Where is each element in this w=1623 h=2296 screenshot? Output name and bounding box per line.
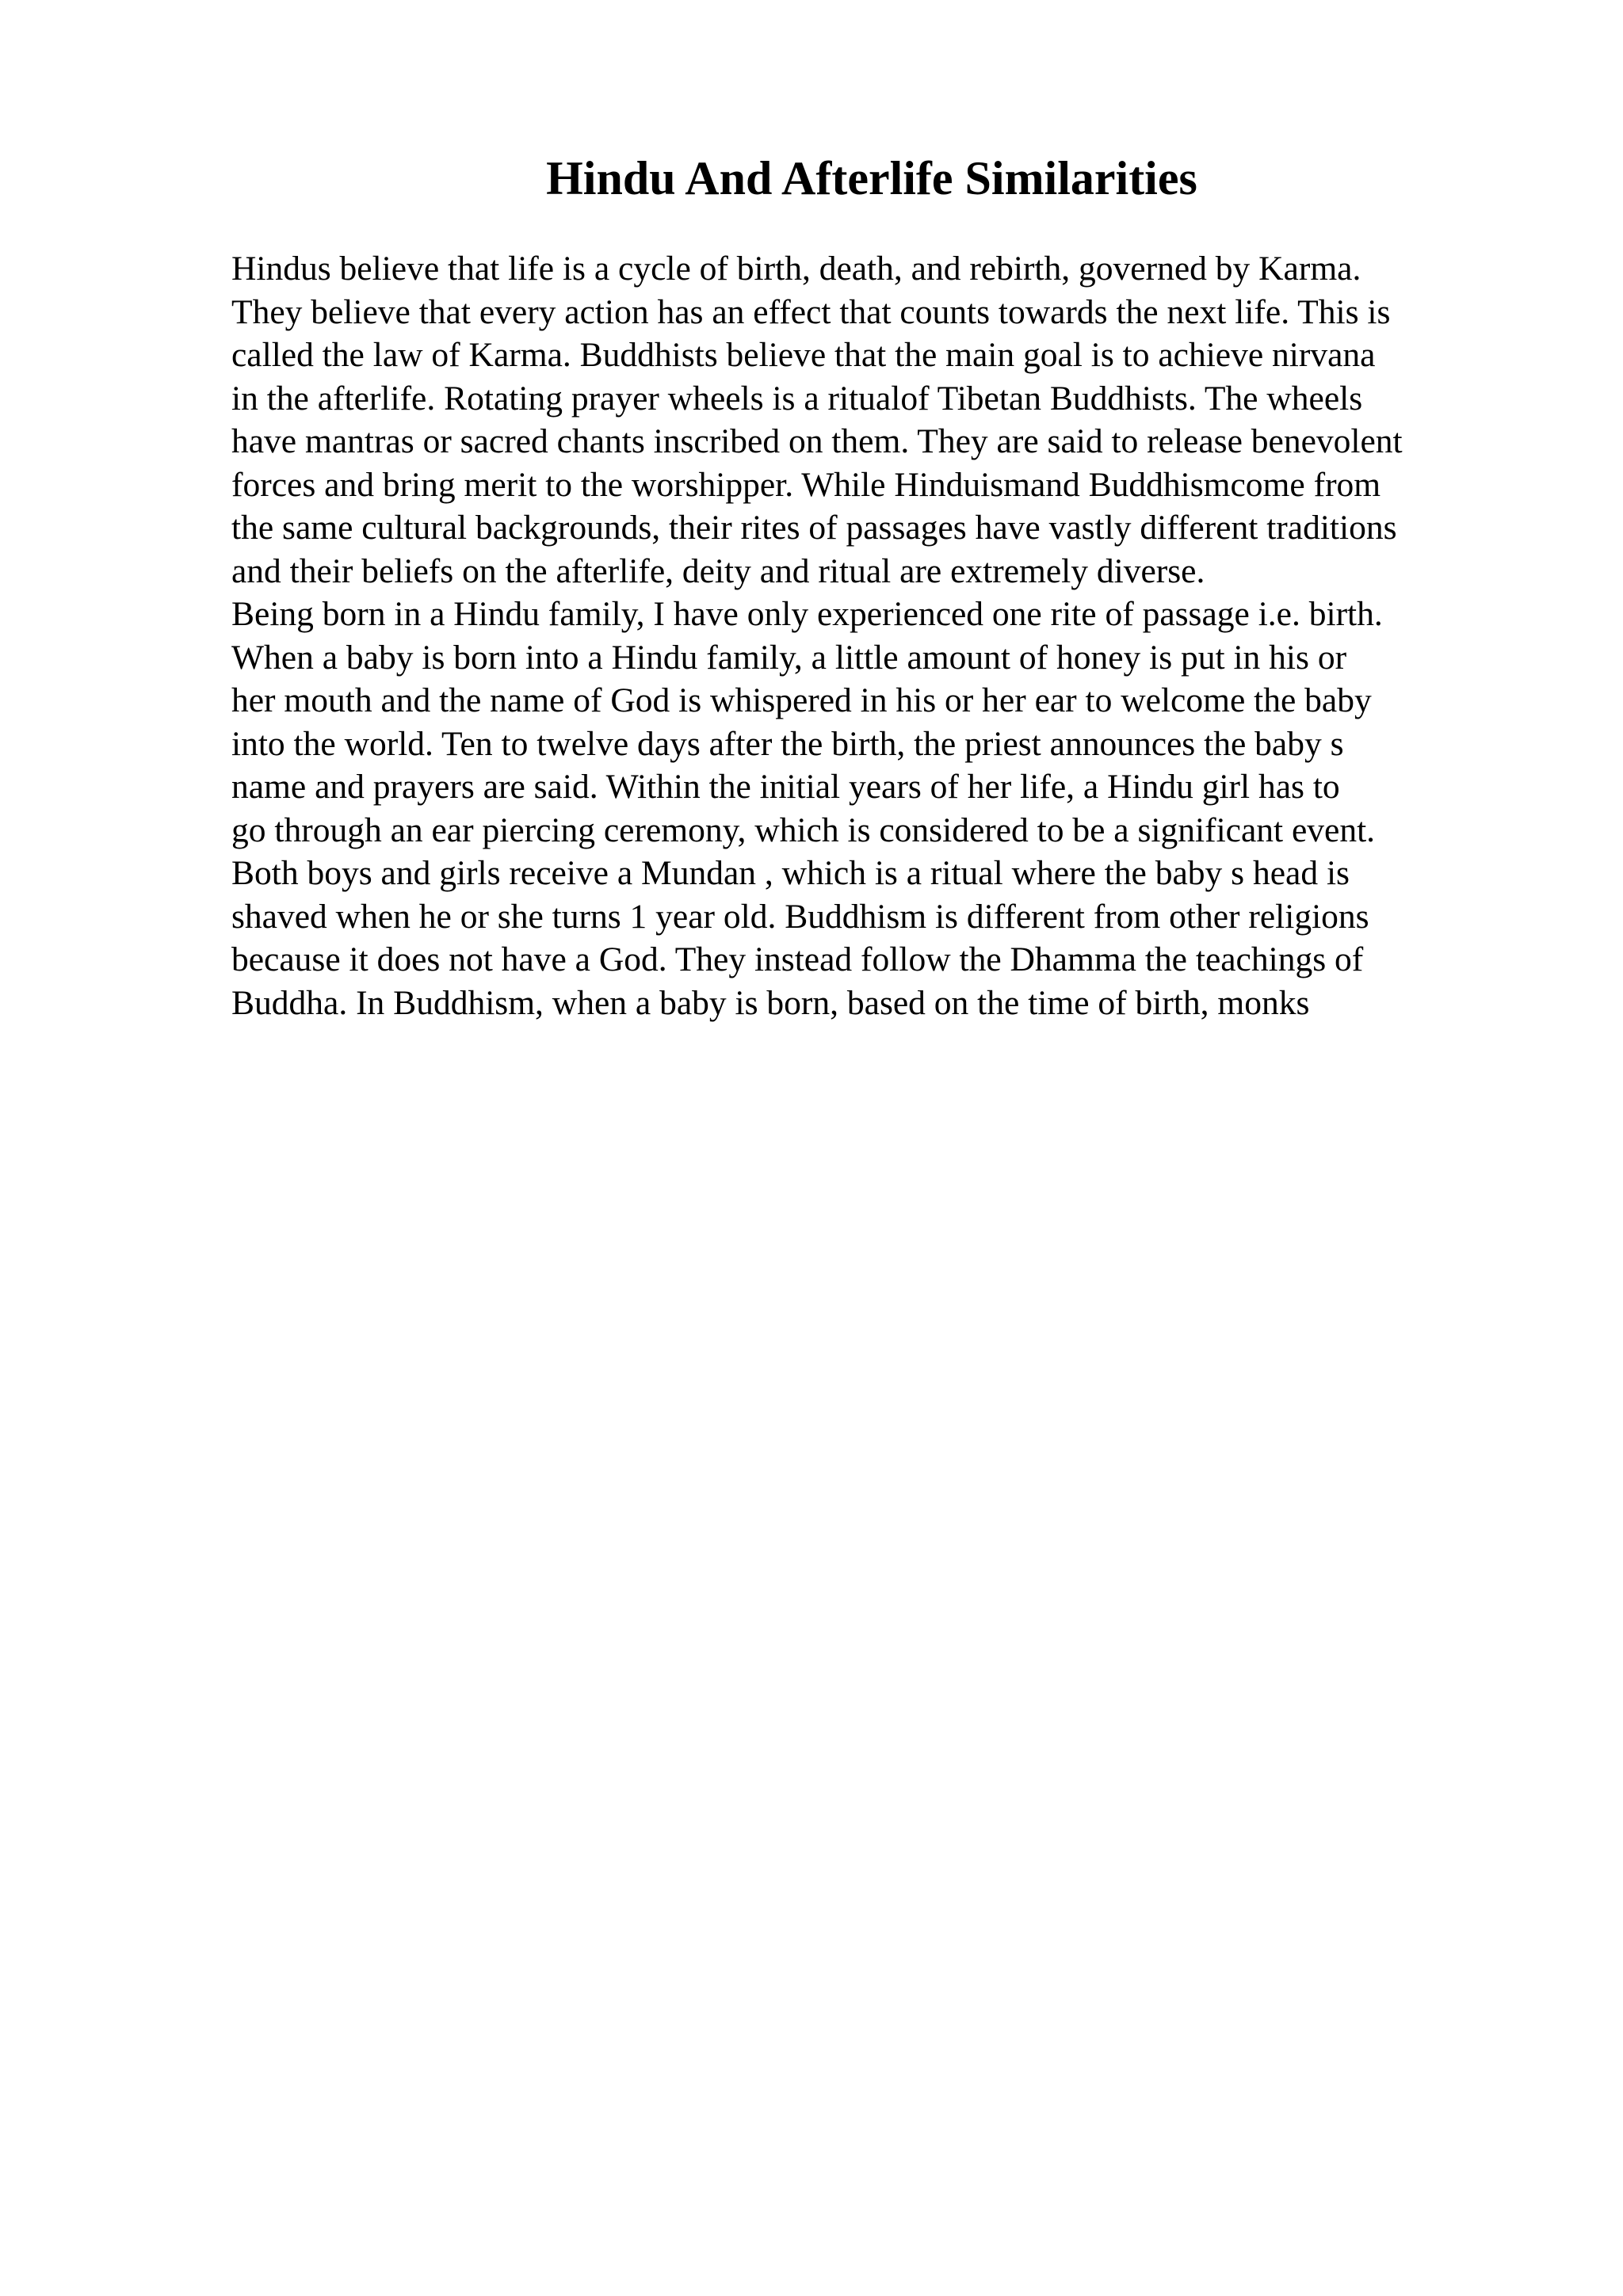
body-line: They believe that every action has an effect that counts towards the next life. This is <box>231 292 1391 331</box>
body-line: the same cultural backgrounds, their rites of passages have vastly different traditions <box>231 509 1397 547</box>
body-line: Being born in a Hindu family, I have only experienced one rite of passage i.e. birth. <box>231 595 1383 633</box>
body-line: because it does not have a God. They instead follow the Dhamma the teachings of <box>231 940 1364 978</box>
body-line: forces and bring merit to the worshipper. While Hinduismand Buddhismcome from <box>231 465 1381 504</box>
body-line: in the afterlife. Rotating prayer wheels is a ritualof Tibetan Buddhists. The wheels <box>231 379 1363 418</box>
document-title: Hindu And Afterlife Similarities <box>546 152 1197 204</box>
body-line: Buddha. In Buddhism, when a baby is born, based on the time of birth, monks <box>231 983 1310 1022</box>
document-body <box>231 247 1515 1024</box>
body-line: shaved when he or she turns 1 year old. Buddhism is different from other religions <box>231 897 1369 936</box>
body-line: Both boys and girls receive a Mundan , which is a ritual where the baby s head is <box>231 854 1350 892</box>
body-line: Hindus believe that life is a cycle of birth, death, and rebirth, governed by Karma. <box>231 250 1361 288</box>
body-line: into the world. Ten to twelve days after the birth, the priest announces the baby s <box>231 724 1344 763</box>
body-line: go through an ear piercing ceremony, which is considered to be a significant event. <box>231 810 1376 849</box>
body-line: When a baby is born into a Hindu family, a little amount of honey is put in his or <box>231 638 1347 677</box>
body-line: have mantras or sacred chants inscribed on them. They are said to release benevolent <box>231 422 1403 460</box>
body-line: her mouth and the name of God is whispered in his or her ear to welcome the baby <box>231 681 1372 719</box>
body-line: called the law of Karma. Buddhists believe that the main goal is to achieve nirvana <box>231 336 1376 374</box>
body-line: and their beliefs on the afterlife, deity and ritual are extremely diverse. <box>231 551 1205 590</box>
body-line: name and prayers are said. Within the initial years of her life, a Hindu girl has to <box>231 768 1340 806</box>
